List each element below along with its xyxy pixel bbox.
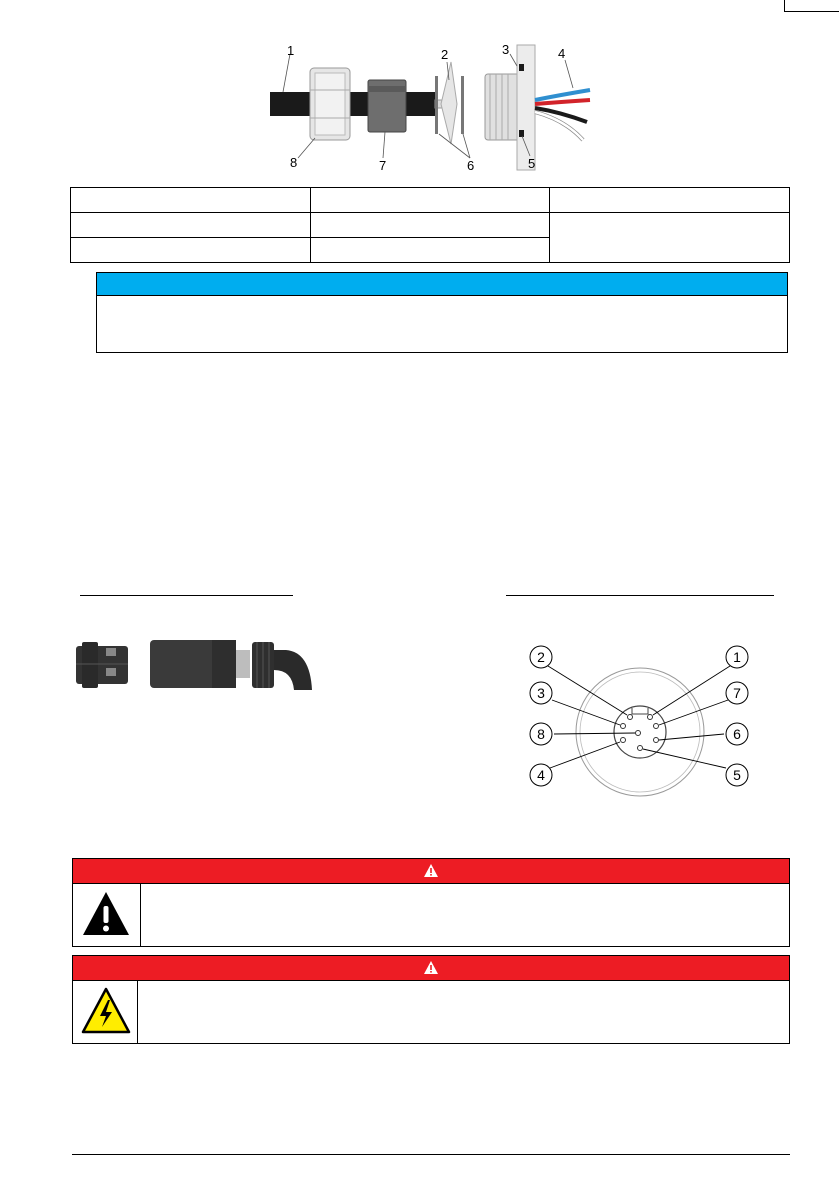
pinout-callout-3: 3 [537, 685, 545, 701]
danger-box [72, 858, 790, 947]
connector-pinout-figure [522, 640, 762, 800]
connector-sleeve [150, 640, 250, 688]
washer-left [435, 76, 438, 134]
callout-7: 7 [379, 158, 387, 173]
left-column-heading-rule [80, 595, 293, 596]
washer-right [461, 76, 464, 134]
wire-blue [535, 90, 590, 100]
connector-cable [274, 650, 312, 690]
wire-red [535, 100, 590, 104]
warning-triangle-icon [81, 889, 131, 939]
danger-icon-cell [73, 883, 141, 946]
pin-7 [654, 724, 659, 729]
pinout-callout-2: 2 [537, 649, 545, 665]
callout-6: 6 [467, 158, 475, 173]
notice-header-bar [97, 273, 787, 296]
table-cell [310, 188, 550, 213]
footer-rule [72, 1154, 790, 1155]
gland-seal [368, 80, 406, 132]
crop-mark-horizontal [784, 11, 839, 12]
callout-8: 8 [290, 155, 298, 170]
callout-3: 3 [502, 42, 510, 57]
pinout-callout-7: 7 [733, 685, 741, 701]
pin-4 [621, 738, 626, 743]
warning-triangle-small-icon [423, 863, 439, 878]
pin-3 [621, 724, 626, 729]
gland-nut [310, 68, 350, 140]
table-cell [310, 238, 550, 263]
pinout-callout-4: 4 [537, 767, 545, 783]
callout-2: 2 [441, 47, 449, 62]
callout-4: 4 [558, 46, 566, 61]
insert [441, 62, 457, 144]
table-row [71, 188, 790, 213]
parts-table [70, 187, 790, 263]
pinout-callout-5: 5 [733, 767, 741, 783]
pin-2 [628, 715, 633, 720]
electrical-shock-icon [81, 986, 131, 1036]
cable-gland-exploded-figure [265, 40, 595, 175]
electrical-danger-header-bar [73, 956, 789, 981]
crop-mark-vertical [784, 0, 785, 11]
enclosure-wall [517, 45, 535, 170]
pinout-callout-6: 6 [733, 726, 741, 742]
connector-assembly-figure [72, 628, 317, 698]
table-cell [71, 188, 311, 213]
pinout-callout-8: 8 [537, 726, 545, 742]
electrical-danger-box [72, 955, 790, 1044]
danger-header-bar [73, 859, 789, 884]
pin-6 [654, 738, 659, 743]
table-cell [550, 188, 790, 213]
table-cell [310, 213, 550, 238]
table-row [71, 213, 790, 238]
electrical-danger-icon-cell [73, 980, 138, 1043]
pin-1 [648, 715, 653, 720]
pinout-callout-1: 1 [733, 649, 741, 665]
table-cell [71, 238, 311, 263]
connector-plug [76, 642, 128, 688]
table-cell [71, 213, 311, 238]
table-cell [550, 213, 790, 263]
callout-1: 1 [287, 43, 295, 58]
connector-gland-nut [252, 642, 274, 688]
notice-box [96, 272, 788, 353]
callout-5: 5 [528, 156, 536, 171]
warning-triangle-small-icon [423, 960, 439, 975]
cable [270, 92, 435, 116]
pin-5 [638, 746, 643, 751]
pin-8 [636, 731, 641, 736]
right-column-heading-rule [506, 595, 774, 596]
